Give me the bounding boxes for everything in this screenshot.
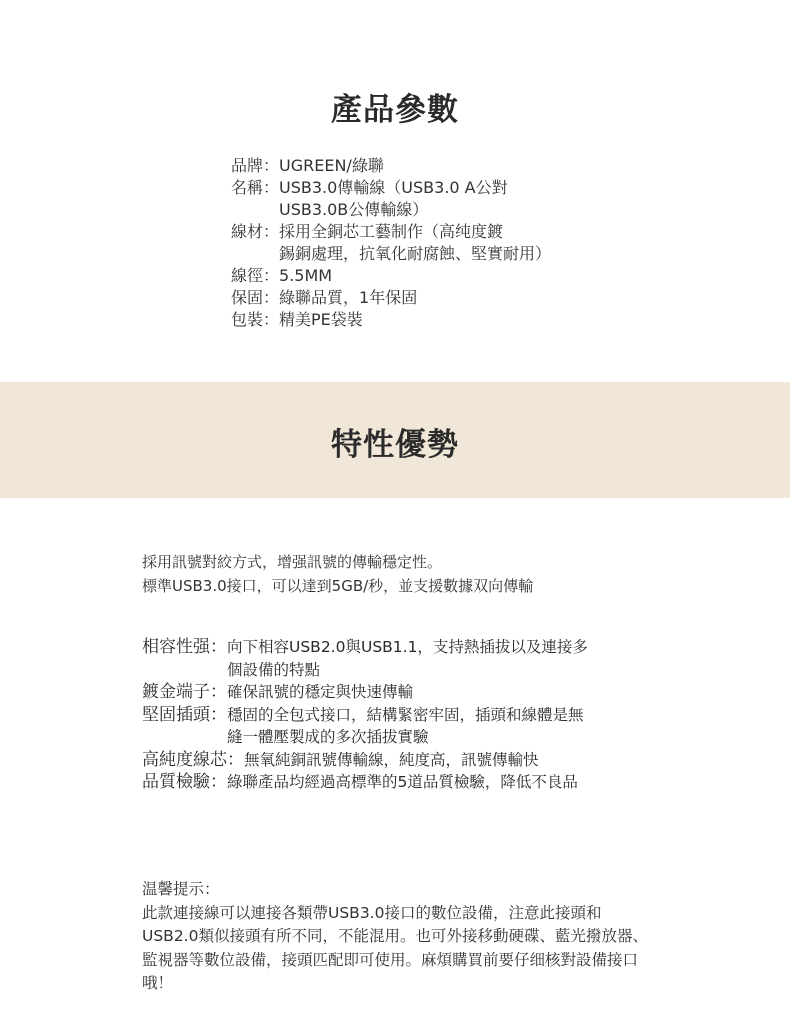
intro-line: 標準USB3.0接口，可以達到5GB/秒，並支援數據双向傳輸 [142, 577, 534, 595]
feature-item-pure-core [142, 749, 658, 772]
param-key: 線徑： [231, 266, 280, 285]
product-params-list [231, 155, 551, 331]
param-value: UGREEN/綠聯 [279, 156, 384, 175]
features-list [142, 636, 658, 794]
features-intro [142, 550, 533, 598]
feature-key: 堅固插頭： [142, 704, 227, 725]
feature-item-quality-check [142, 771, 658, 794]
feature-key: 高純度線芯： [142, 749, 244, 770]
feature-key: 相容性强： [142, 637, 227, 657]
feature-key: 品質檢驗： [142, 772, 227, 792]
feature-item-sturdy-plug [142, 704, 658, 749]
param-row-brand [231, 155, 551, 177]
param-value: 採用全銅芯工藝制作（高纯度鍍 錫銅處理，抗氧化耐腐蝕、堅實耐用） [279, 222, 552, 263]
param-key: 線材： [231, 222, 280, 241]
param-value: USB3.0傳輸線（USB3.0 A公對 USB3.0B公傳輸線） [279, 178, 508, 219]
page-title-params: 產品參數 [331, 92, 459, 128]
feature-value: 向下相容USB2.0與USB1.1，支持熱插拔以及連接多 個設備的特點 [227, 638, 588, 679]
feature-value: 無氧純銅訊號傳輸線，純度高，訊號傳輸快 [244, 750, 539, 769]
param-key: 名稱： [231, 178, 280, 197]
param-row-name [231, 177, 551, 221]
tips-section [142, 878, 652, 996]
page-title-features: 特性優勢 [331, 427, 459, 463]
param-row-warranty [231, 287, 551, 309]
intro-line: 採用訊號對絞方式，增强訊號的傳輸穩定性。 [142, 553, 443, 571]
param-value: 綠聯品質，1年保固 [279, 288, 418, 307]
param-row-diameter [231, 265, 551, 287]
feature-item-gold-terminal [142, 681, 658, 704]
feature-key: 鍍金端子： [142, 682, 227, 702]
feature-value: 穩固的全包式接口，結構緊密牢固，插頭和線體是無 縫一體壓製成的多次插拔實驗 [227, 705, 584, 746]
feature-value: 綠聯產品均經過高標準的5道品質檢驗，降低不良品 [227, 773, 578, 791]
param-key: 保固： [231, 288, 280, 307]
tips-heading: 温馨提示： [142, 880, 220, 898]
feature-value: 確保訊號的穩定與快速傳輸 [227, 683, 414, 701]
param-value: 5.5MM [279, 266, 333, 285]
param-key: 包裝： [231, 310, 280, 329]
param-value: 精美PE袋裝 [279, 310, 363, 329]
param-row-material [231, 221, 551, 265]
param-key: 品牌： [231, 156, 280, 175]
param-row-package [231, 309, 551, 331]
feature-item-compatibility [142, 636, 658, 681]
tips-body: 此款連接線可以連接各類帶USB3.0接口的數位設備，注意此接頭和USB2.0類似接頭有所不同，不能混用。也可外接移動硬碟、藍光撥放器、監視器等數位設備，接頭匹配即可使用。麻煩購買前要仔细核對設備接口哦！ [142, 903, 648, 992]
